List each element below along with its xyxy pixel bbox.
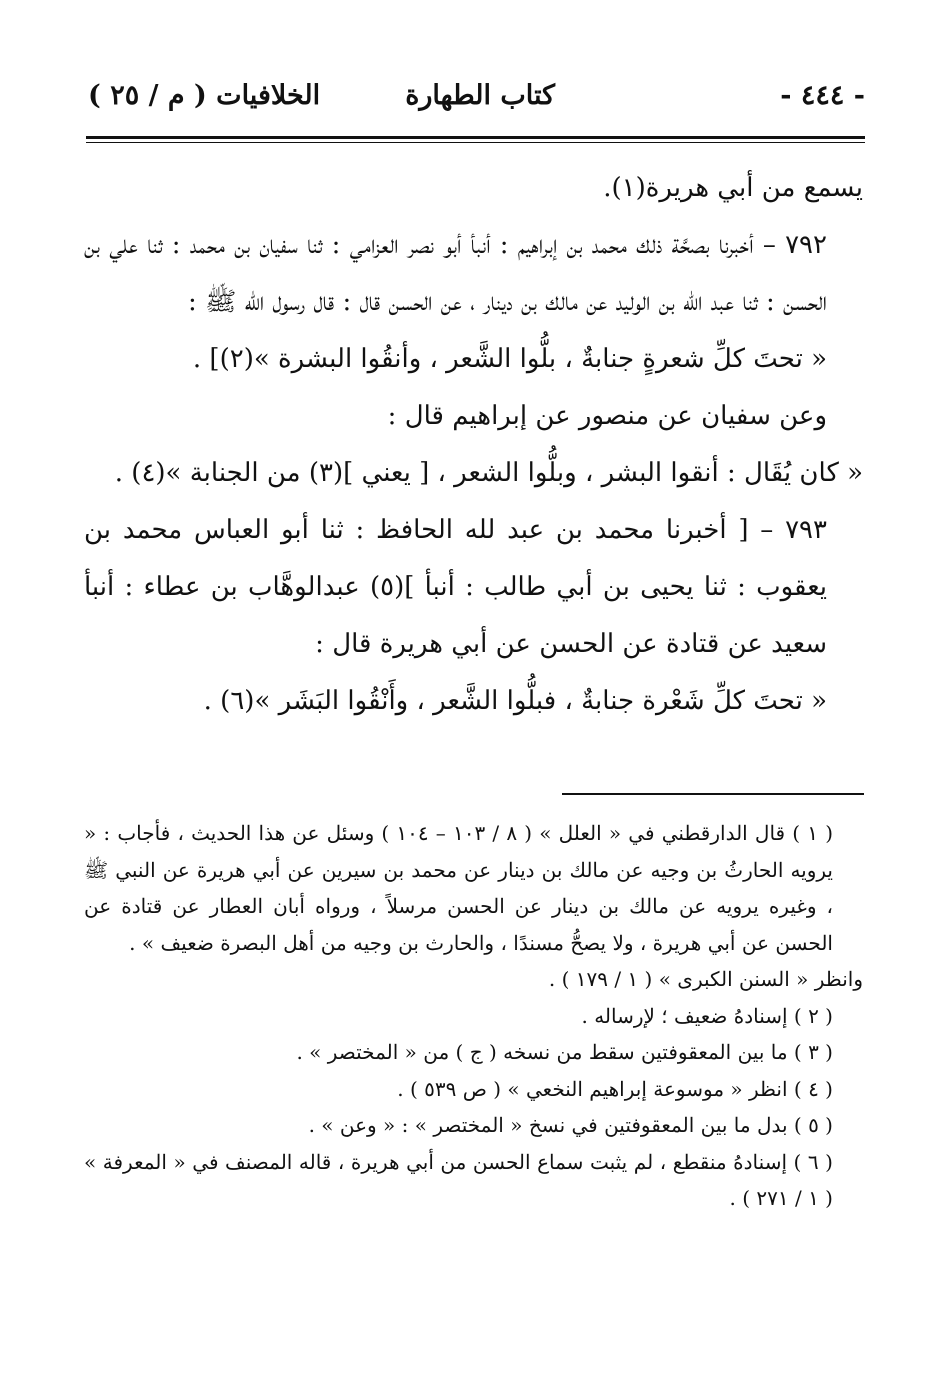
hadith-quote: « كان يُقَال : أنقوا البشر ، وبلُّوا الشعر ، [ يعني ](٣) من الجنابة »(٤) . bbox=[114, 458, 863, 488]
text-line: يسمع من أبي هريرة(١). bbox=[603, 173, 863, 203]
footnote-4: ( ٤ ) انظر « موسوعة إبراهيم النخعي » ( ص ٥٣٩ ) . bbox=[397, 1076, 833, 1101]
page-number: - ٤٤٤ - bbox=[780, 80, 865, 111]
hadith-quote: « تحتَ كلِّ شعرةٍ جنابةٌ ، بلُّوا الشَّعر ، وأنقُوا البشرة »(٢)] . bbox=[192, 344, 827, 374]
footnote-1: ( ١ ) قال الدارقطني في « العلل » ( ٨ / ١٠٣ – ١٠٤ ) وسئل عن هذا الحديث ، فأجاب : « يرويه الحارثُ بن وجيه عن مالك بن دينار عن محمد بن سيرين عن أبي هريرة عن النبي ﷺ ، وغيره يرويه عن مالك بن دينار عن الحسن مرسلاً ، ورواه أبان العطار عن قتادة عن الحسن عن أبي هريرة ، ولا يصحُّ مسندًا ، والحارث بن وجيه من أهل البصرة ضعيف » . bbox=[84, 821, 834, 955]
header-rule-thick bbox=[86, 136, 865, 139]
header-rule-thin bbox=[86, 142, 865, 143]
running-header bbox=[88, 80, 865, 120]
footnote-3: ( ٣ ) ما بين المعقوفتين سقط من نسخه ( ج ) من « المختصر » . bbox=[296, 1040, 833, 1064]
footnotes bbox=[84, 815, 863, 1217]
footnote-2: ( ٢ ) إسنادهُ ضعيف ؛ لإرساله . bbox=[581, 1003, 833, 1028]
main-text bbox=[84, 160, 863, 730]
hadith-quote: « تحتَ كلِّ شَعْرة جنابةٌ ، فبلُّوا الشَّعر ، وأَنْقُوا البَشَر »(٦) . bbox=[203, 686, 827, 716]
footnote-5: ( ٥ ) بدل ما بين المعقوفتين في نسخ « المختصر » : « وعن » . bbox=[308, 1113, 833, 1137]
series-title: الخلافيات ( م / ٢٥ ) bbox=[88, 80, 321, 111]
footnote-1-cont: وانظر « السنن الكبرى » ( ١ / ١٧٩ ) . bbox=[548, 967, 863, 991]
footnote-6: ( ٦ ) إسنادهُ منقطع ، لم يثبت سماع الحسن من أبي هريرة ، قاله المصنف في « المعرفة » ( ١ / ٢٧١ ) . bbox=[84, 1149, 833, 1210]
hadith-793: ٧٩٣ – [ أخبرنا محمد بن عبد لله الحافظ : ثنا أبو العباس محمد بن يعقوب : ثنا يحيى بن أبي طالب : أنبأ ](٥) عبدالوهَّاب بن عطاء : أنبأ سعيد عن قتادة عن الحسن عن أبي هريرة قال : bbox=[84, 515, 827, 659]
text-line: وعن سفيان عن منصور عن إبراهيم قال : bbox=[387, 401, 827, 431]
hadith-792: ٧٩٢ – أخبرنا بصحَّة ذلك محمد بن إبراهيم : أنبأ أبو نصر العزامي : ثنا سفيان بن محمد : ثنا علي بن الحسن : ثنا عبد الله بن الوليد عن مالك بن دينار ، عن الحسن قال : قال رسول الله ﷺ : bbox=[84, 230, 827, 317]
book-title: كتاب الطهارة bbox=[405, 80, 555, 111]
footnote-separator bbox=[562, 793, 864, 795]
